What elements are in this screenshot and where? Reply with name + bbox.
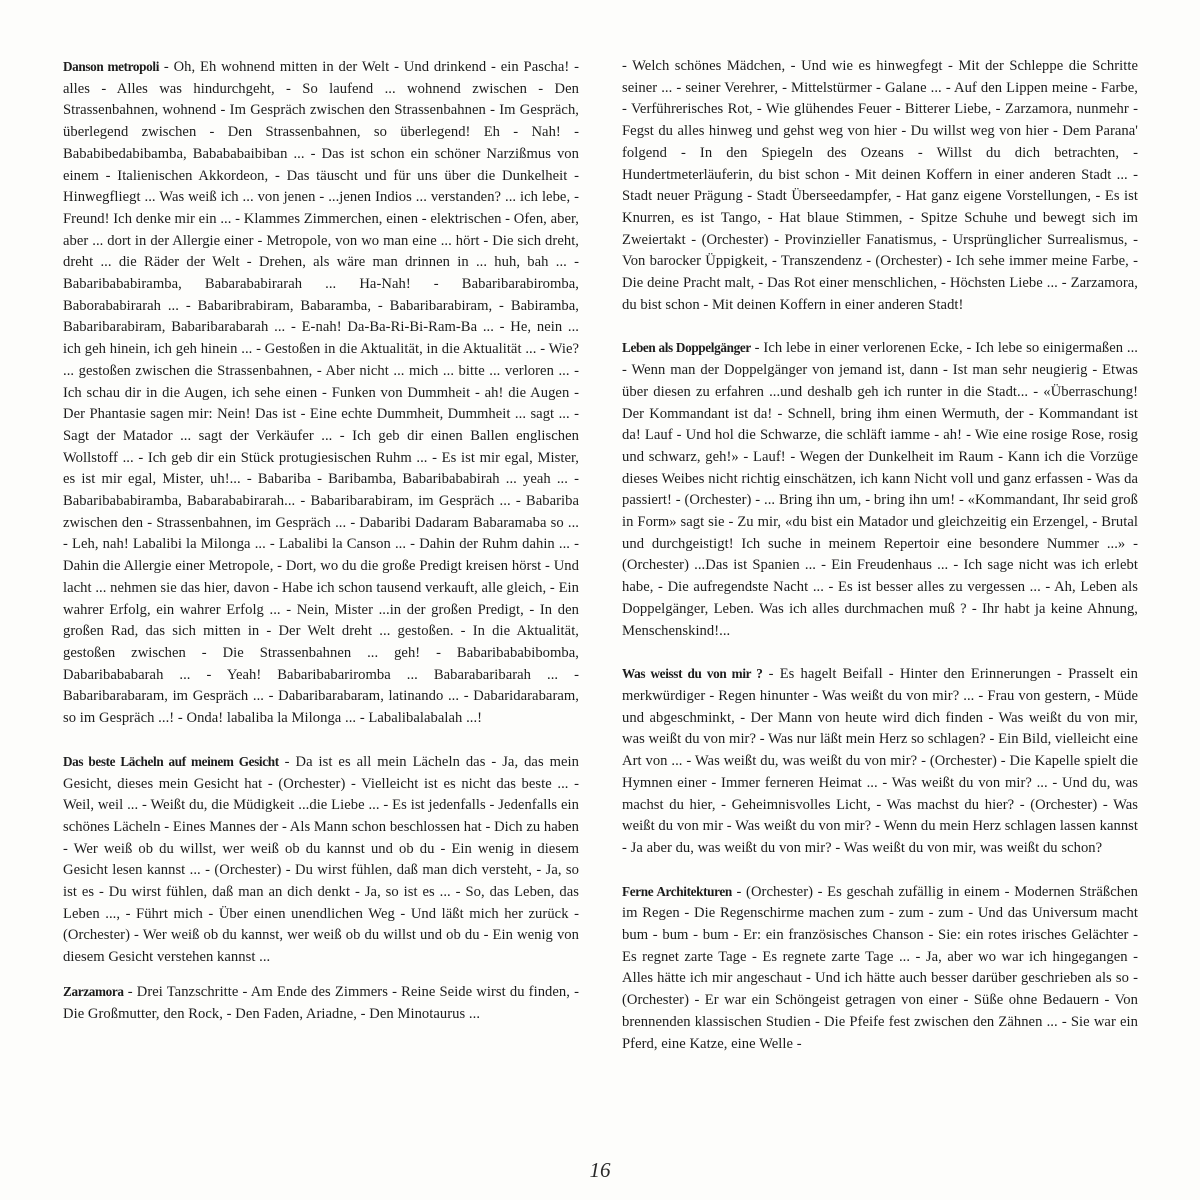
section-zarzamora <box>63 981 579 1025</box>
section-title: Zarzamora <box>63 983 124 999</box>
section-text: - Da ist es all mein Lächeln das - Ja, das mein Gesicht, dieses mein Gesicht hat - (Orchester) - Vielleicht ist es nicht das beste ... - Weil, weil ... - Weißt du, die Müdigkeit ...die Liebe ... - Es ist jedenfalls - Jedenfalls ein schönes Lächeln - Eines Mannes der - Als Mann schon beschlossen hat - Dich zu haben - Wer weiß ob du willst, wer weiß ob du kannst und ob du - Ein wenig in diesem Gesicht lesen kannst ... - (Orchester) - Du wirst fühlen, daß man dich versteht, - Ja, so ist es - Du wirst fühlen, daß man an dich denkt - Ja, so ist es ... - So, das Leben, das Leben ..., - Führt mich - Über einen unendlichen Weg - Und läßt mich her zurück - (Orchester) - Wer weiß ob du kannst, wer weiß ob du willst und ob du - Ein wenig von diesem Gesicht verstehen kannst ... <box>63 753 580 966</box>
section-text: - Drei Tanzschritte - Am Ende des Zimmers - Reine Seide wirst du finden, - Die Großmutter, den Rock, - Den Faden, Ariadne, - Den Minotaurus ... <box>63 983 579 1022</box>
section-was-weisst-du-von-mir <box>622 663 1138 859</box>
section-title: Was weisst du von mir ? <box>622 666 763 682</box>
section-text: - Ich lebe in einer verlorenen Ecke, - Ich lebe so einigermaßen ... - Wenn man der Doppelgänger von jemand ist, dann - Ist man sehr neugierig - Etwas über diesen zu erfahren ...und deshalb geh ich runter in die Stadt... - «Überraschung! Der Kommandant ist da! - Schnell, bring ihm einen Wermuth, der - Kommandant ist da! Lauf - Und hol die Schwarze, die schläft iamme - ah! - Wie eine rosige Rose, rosig und schwarz, geh!» - Lauf! - Wegen der Dunkelheit im Raum - Kann ich die Vorzüge dieses Weibes nicht richtig einschätzen, ich kann Nicht voll und ganz erfassen - Was da passiert! - (Orchester) - ... Bring ihn um, - bring ihn um! - «Kommandant, Ihr seid groß in Form» sagt sie - Zu mir, «du bist ein Matador und gleichzeitig ein Erzengel, - Brutal und durchgeistigt! Ich suche in meinem Repertoir eine besondere Nummer ...» - (Orchester) ...Das ist Spanien ... - Ein Freudenhaus ... - Ich sage nicht was ich erlebt habe, - Die aufregendste Nacht ... - Es ist besser alles zu vergessen ... - Ah, Leben als Doppelgänger, Leben. Was ich alles durchmachen muß ? - Ihr habt ja keine Ahnung, Menschenskind!... <box>622 340 1138 639</box>
section-text: - Oh, Eh wohnend mitten in der Welt - Und drinkend - ein Pascha! - alles - Alles was hindurchgeht, - So laufend ... wohnend zwischen - Den Strassenbahnen, wohnend - Im Gespräch zwischen den Strassenbahnen - Im Gespräch, überlegend zwischen - Den Strassenbahnen, so überlegend! Eh - Nah! - Bababibedabibamba, Babababaibiban ... - Das ist schon ein schöner Narzißmus von einem - Italienischen Akkordeon, - Das täuscht und für uns über die Dunkelheit - Hinwegfliegt ... Was weiß ich ... von jenen - ...jenen Indios ... verstanden? ... ich lebe, - Freund! Ich denke mir ein ... - Klammes Zimmerchen, einen - elektrischen - Ofen, aber, aber ... dort in der Allergie einer - Metropole, von wo man eine ... hört - Die sich dreht, dreht ... die Räder der Welt - Drehen, als wäre man drinnen in ... huh, bah ... - Babaribababiramba, Babarababirarah ... Ha-Nah! - Babaribarabiromba, Baborababirarah ... - Babaribrabiram, Babaramba, - Babaribarabiram, - Babiramba, Babaribarabiram, Babaribarabarah ... - E-nah! Da-Ba-Ri-Bi-Ram-Ba ... - He, nein ... ich geh hinein, ich geh hinein ... - Gestoßen in die Aktualität, in die Aktualität ... - Wie? ... gestoßen zwischen die Strassenbahnen, - Aber nicht ... mich ... bitte ... verloren ... - Ich schau dir in die Augen, ich sehe einen - Funken von Dummheit - ah! die Augen - Der Phantasie sagen mir: Nein! Das ist - Eine echte Dummheit, Dummheit ... sagt ... - Sagt der Matador ... sagt der Verkäufer ... - Ich geb dir einen Ballen englischen Wollstoff ... - Ich geb dir ein Stück protugiesischen Ruhm ... - Es ist mir egal, Mister, es ist mir egal, Mister, uh!... - Babariba - Baribamba, Babaribababirah ... yeah ... - Babaribababiramba, Babarababirarah... - Babaribarabiram, im Gespräch ... - Babariba zwischen den - Strassenbahnen, im Gespräch ... - Dabaribi Dadaram Babaramaba so ... - Leh, nah! Labalibi la Milonga ... - Labalibi la Canson ... - Dahin der Ruhm dahin ... - Dahin die Allergie einer Metropole, - Dort, wo du die große Predigt kreisen hörst - Und lacht ... nehmen sie das hier, davon - Habe ich schon tausend verkauft, alle gleich, - Ein wahrer Erfolg, ein wahrer Erfolg ... - Nein, Mister ...in der großen Predigt, - In den großen Rad, das sich mitten in - Der Welt dreht ... gestoßen. - In die Aktualität, gestoßen zwischen - Die Strassenbahnen ... geh! - Babaribababibomba, Dabaribababarah ... - Yeah! Babaribabariromba ... Babarabaribarah ... - Babaribarabaram, im Gespräch ... - Dabaribarabaram, latinando ... - Dabaridarabaram, so im Gespräch ...! - Onda! labaliba la Milonga ... - Labalibalabalah ...! <box>63 59 579 727</box>
section-leben-als-doppelgaenger <box>622 337 1138 642</box>
section-ferne-architekturen <box>622 881 1138 1056</box>
section-text: - Welch schönes Mädchen, - Und wie es hinwegfegt - Mit der Schleppe die Schritte seiner ... - seiner Verehrer, - Mittelstürmer - Galane ... - Auf den Lippen meine - Farbe, - Verführerisches Rot, - Wie glühendes Feuer - Bitterer Liebe, - Zarzamora, nunmehr - Fegst du alles hinweg und gehst weg von hier - Du willst weg von hier - Dem Parana' folgend - In den Spiegeln des Ozeans - Willst du dich betrachten, - Hundertmeterläuferin, du bist schon - Mit deinen Koffern in einer anderen Stadt ... - Stadt neuer Prägung - Stadt Überseedampfer, - Hat ganz eigene Vorstellungen, - Es ist Knurren, es ist Tango, - Hat blaue Stimmen, - Spitze Schuhe und bewegt sich im Zweiertakt - (Orchester) - Provinzieller Fanatismus, - Ursprünglicher Surrealismus, - Von barocker Üppigkeit, - Transzendenz - (Orchester) - Ich sehe immer meine Farbe, - Die deine Pracht malt, - Das Rot einer menschlichen, - Höchsten Liebe ... - Zarzamora, du bist schon - Mit deinen Koffern in einer anderen Stadt! <box>622 58 1138 313</box>
section-das-beste-laecheln <box>63 751 579 969</box>
section-title: Leben als Doppelgänger <box>622 340 751 356</box>
section-title: Danson metropoli <box>63 59 160 74</box>
right-column <box>622 56 1138 1076</box>
section-danson-metropoli <box>63 56 579 730</box>
section-text: - Es hagelt Beifall - Hinter den Erinnerungen - Prasselt ein merkwürdiger - Regen hinunter - Was weißt du von mir? ... - Frau von gestern, - Müde und abgeschminkt, - Der Mann von heute wird dich finden - Was weißt du von mir, was weißt du von mir? - Was nur läßt mein Herz so schlagen? - Ein Bild, vielleicht eine Art von ... - Was weißt du, was weißt du von mir? - (Orchester) - Die Kapelle spielt die Hymnen einer - Immer ferneren Heimat ... - Was weißt du von mir? ... - Und du, was machst du hier, - Geheimnisvolles Licht, - Was machst du hier? - (Orchester) - Was weißt du von mir - Was weißt du von mir? - Wenn du mein Herz schlagen lassen kannst - Ja aber du, was weißt du von mir? - Was weißt du von mir, was weißt du schon? <box>622 666 1139 856</box>
section-zarzamora-continued <box>622 56 1138 316</box>
section-title: Das beste Lächeln auf meinem Gesicht <box>63 753 279 769</box>
left-column <box>63 56 579 1046</box>
section-title: Ferne Architekturen <box>622 883 732 899</box>
section-text: - (Orchester) - Es geschah zufällig in einem - Modernen Sträßchen im Regen - Die Regenschirme machen zum - zum - zum - Und das Universum macht bum - bum - bum - Er: ein französisches Chanson - Sie: ein rotes irisches Gelächter - Es regnet zarte Tage - Es regnete zarte Tage ... - Ja, aber wo war ich hingegangen - Alles hätte ich mir angeschaut - Und ich hätte auch besser darüber geschrieben als so - (Orchester) - Er war ein Schöngeist getragen von einer - Süße ohne Bedauern - Von brennenden klassischen Studien - Die Pfeife fest zwischen den Zähnen ... - Sie war ein Pferd, eine Katze, eine Welle - <box>622 883 1138 1052</box>
page-number: 16 <box>589 1158 611 1182</box>
